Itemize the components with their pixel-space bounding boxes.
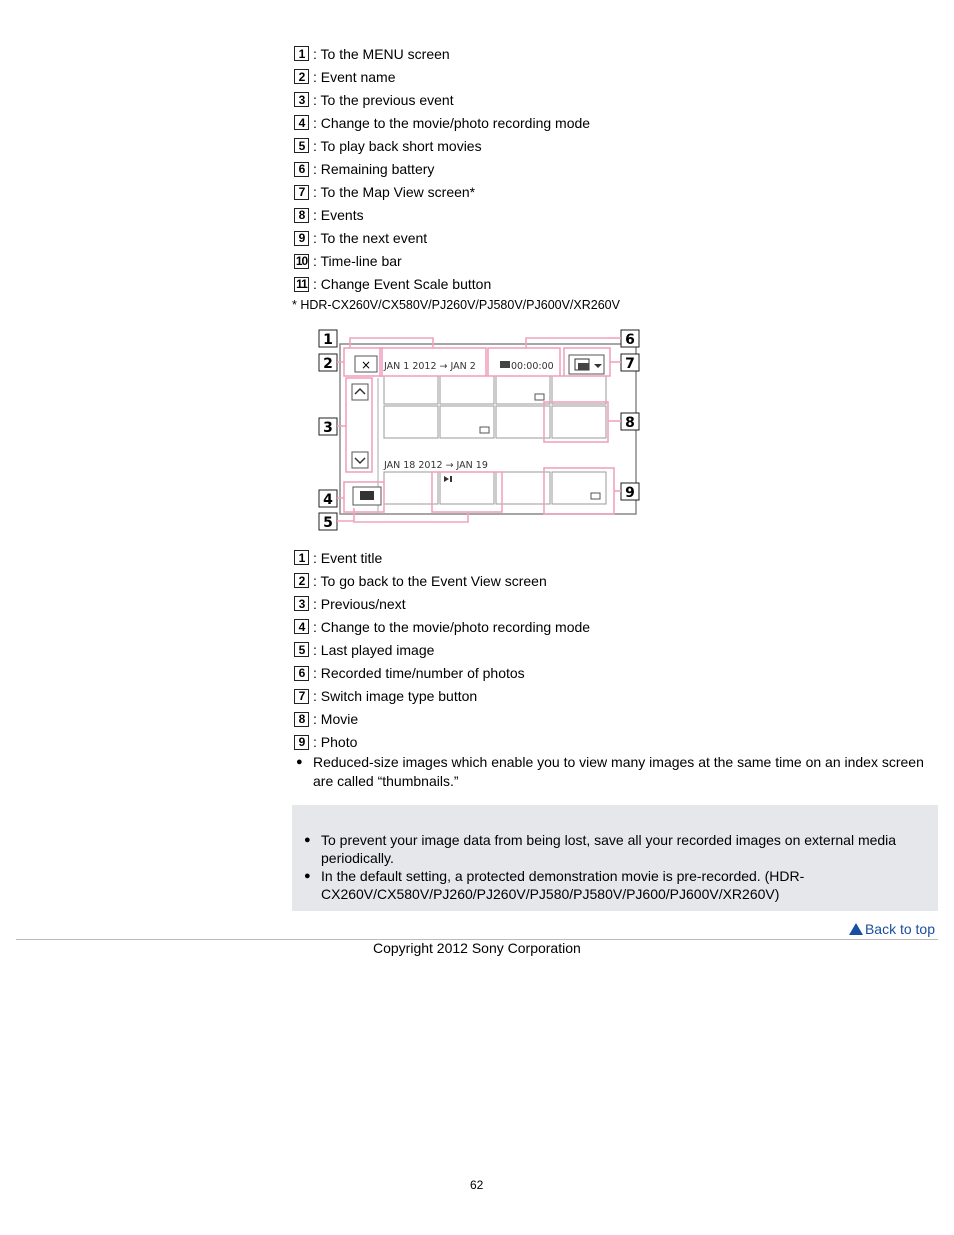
callout-number-icon: 1 (294, 46, 309, 61)
copyright: Copyright 2012 Sony Corporation (373, 940, 581, 956)
callout-9: 9 (625, 485, 635, 501)
legend-text: : Previous/next (313, 595, 406, 612)
callout-number-icon: 8 (294, 712, 309, 727)
callout-number-icon: 10 (295, 254, 308, 269)
thumbnail (552, 406, 606, 438)
legend-list-2 (294, 546, 934, 754)
previous-button (352, 384, 368, 400)
next-button (352, 452, 368, 468)
legend-text: : Remaining battery (313, 161, 435, 178)
callout-6: 6 (625, 332, 635, 348)
callout-number-icon: 2 (294, 69, 309, 84)
thumbnail (384, 406, 438, 438)
notes-box (292, 805, 938, 911)
legend-item (294, 592, 934, 615)
callout-number-icon: 11 (294, 277, 309, 292)
legend-text: : To the MENU screen (313, 45, 450, 62)
callout-number-icon: 7 (294, 185, 309, 200)
callout-number-icon: 5 (294, 138, 309, 153)
callout-number-icon: 5 (294, 642, 309, 657)
movie-icon (500, 361, 510, 368)
legend-text: : To the previous event (313, 91, 454, 108)
up-arrow-icon (849, 923, 863, 935)
note-item (304, 831, 914, 867)
page-number: 62 (470, 1178, 484, 1192)
note-text: In the default setting, a protected demonstration movie is pre-recorded. (HDR-CX260V/CX580V/PJ260/PJ260V/PJ580/PJ580V/PJ600/PJ600V/XR260V) (321, 868, 805, 902)
callout-8: 8 (625, 415, 635, 431)
legend-item (294, 615, 934, 638)
thumbnail (440, 472, 494, 504)
callout-1: 1 (323, 332, 333, 348)
legend-item (294, 111, 934, 134)
callout-3: 3 (323, 420, 333, 436)
legend-item (294, 638, 934, 661)
legend-text: : Photo (313, 734, 358, 751)
legend-text: : To play back short movies (313, 137, 482, 154)
image-type-icon-fill (578, 363, 589, 370)
close-icon: × (360, 358, 372, 372)
bullet-text: Reduced-size images which enable you to view many images at the same time on an index screen are called “thumbnails.” (313, 754, 924, 789)
legend-item (294, 88, 934, 111)
callout-number-icon: 1 (294, 550, 309, 565)
callout-number-icon: 8 (294, 208, 309, 223)
callout-number-icon: 2 (294, 573, 309, 588)
callout-number-icon: 6 (294, 666, 309, 681)
legend-item (294, 731, 934, 754)
footnote: * HDR-CX260V/CX580V/PJ260V/PJ580V/PJ600V/XR260V (292, 298, 620, 312)
legend-item (294, 273, 934, 296)
legend-text: : Events (313, 207, 364, 224)
callout-number-icon: 7 (294, 689, 309, 704)
legend-text: : Change to the movie/photo recording mode (313, 618, 591, 635)
bullet-icon: ● (304, 834, 311, 846)
legend-item (294, 569, 934, 592)
thumbnail-note (296, 753, 932, 791)
legend-text: : Change Event Scale button (313, 276, 492, 293)
legend-item (294, 685, 934, 708)
legend-list-1 (294, 42, 934, 296)
callout-5: 5 (323, 515, 333, 531)
callout-7: 7 (625, 356, 635, 372)
legend-item (294, 661, 934, 684)
thumbnail (384, 376, 438, 404)
legend-item (294, 227, 934, 250)
callout-number-icon: 4 (294, 619, 309, 634)
callout-number-icon: 9 (294, 735, 309, 750)
thumbnail (496, 472, 550, 504)
legend-text: : Change to the movie/photo recording mode (313, 114, 591, 131)
note-text: To prevent your image data from being lost, save all your recorded images on external media periodically. (321, 832, 897, 866)
note-item (304, 867, 914, 903)
legend-item (294, 546, 934, 569)
legend-item (294, 134, 934, 157)
thumbnail (496, 406, 550, 438)
legend-text: : Event name (313, 68, 396, 85)
legend-text: : Movie (313, 711, 359, 728)
bullet-icon: ● (304, 870, 311, 882)
event-title-text: JAN 1 2012 → JAN 2 (384, 361, 476, 372)
thumbnail (440, 376, 494, 404)
back-to-top-label: Back to top (864, 921, 935, 937)
callout-4: 4 (323, 492, 333, 508)
legend-text: : Time-line bar (313, 253, 402, 270)
event-title-text: JAN 18 2012 → JAN 19 (384, 460, 488, 471)
legend-text: : To go back to the Event View screen (313, 572, 547, 589)
legend-item (294, 157, 934, 180)
play-icon-bar (450, 476, 452, 482)
legend-text: : Recorded time/number of photos (313, 665, 525, 682)
legend-text: : Switch image type button (313, 688, 478, 705)
thumbnail (384, 472, 438, 504)
recorded-time-text: 00:00:00 (511, 361, 554, 372)
thumbnail (552, 376, 606, 404)
legend-text: : Last played image (313, 641, 435, 658)
legend-text: : Event title (313, 549, 383, 566)
callout-number-icon: 3 (294, 92, 309, 107)
legend-item (294, 708, 934, 731)
callout-number-icon: 9 (294, 231, 309, 246)
legend-text: : To the Map View screen* (313, 184, 476, 201)
camera-icon (360, 491, 374, 500)
legend-text: : To the next event (313, 230, 428, 247)
callout-2: 2 (323, 356, 333, 372)
callout-number-icon: 6 (294, 162, 309, 177)
back-to-top-link[interactable] (849, 921, 935, 937)
event-view-diagram (318, 328, 642, 534)
legend-item (294, 204, 934, 227)
legend-item (294, 42, 934, 65)
legend-item (294, 250, 934, 273)
legend-item (294, 65, 934, 88)
callout-number-icon: 4 (294, 115, 309, 130)
bullet-icon: ● (296, 756, 303, 768)
legend-item (294, 181, 934, 204)
callout-number-icon: 3 (294, 596, 309, 611)
